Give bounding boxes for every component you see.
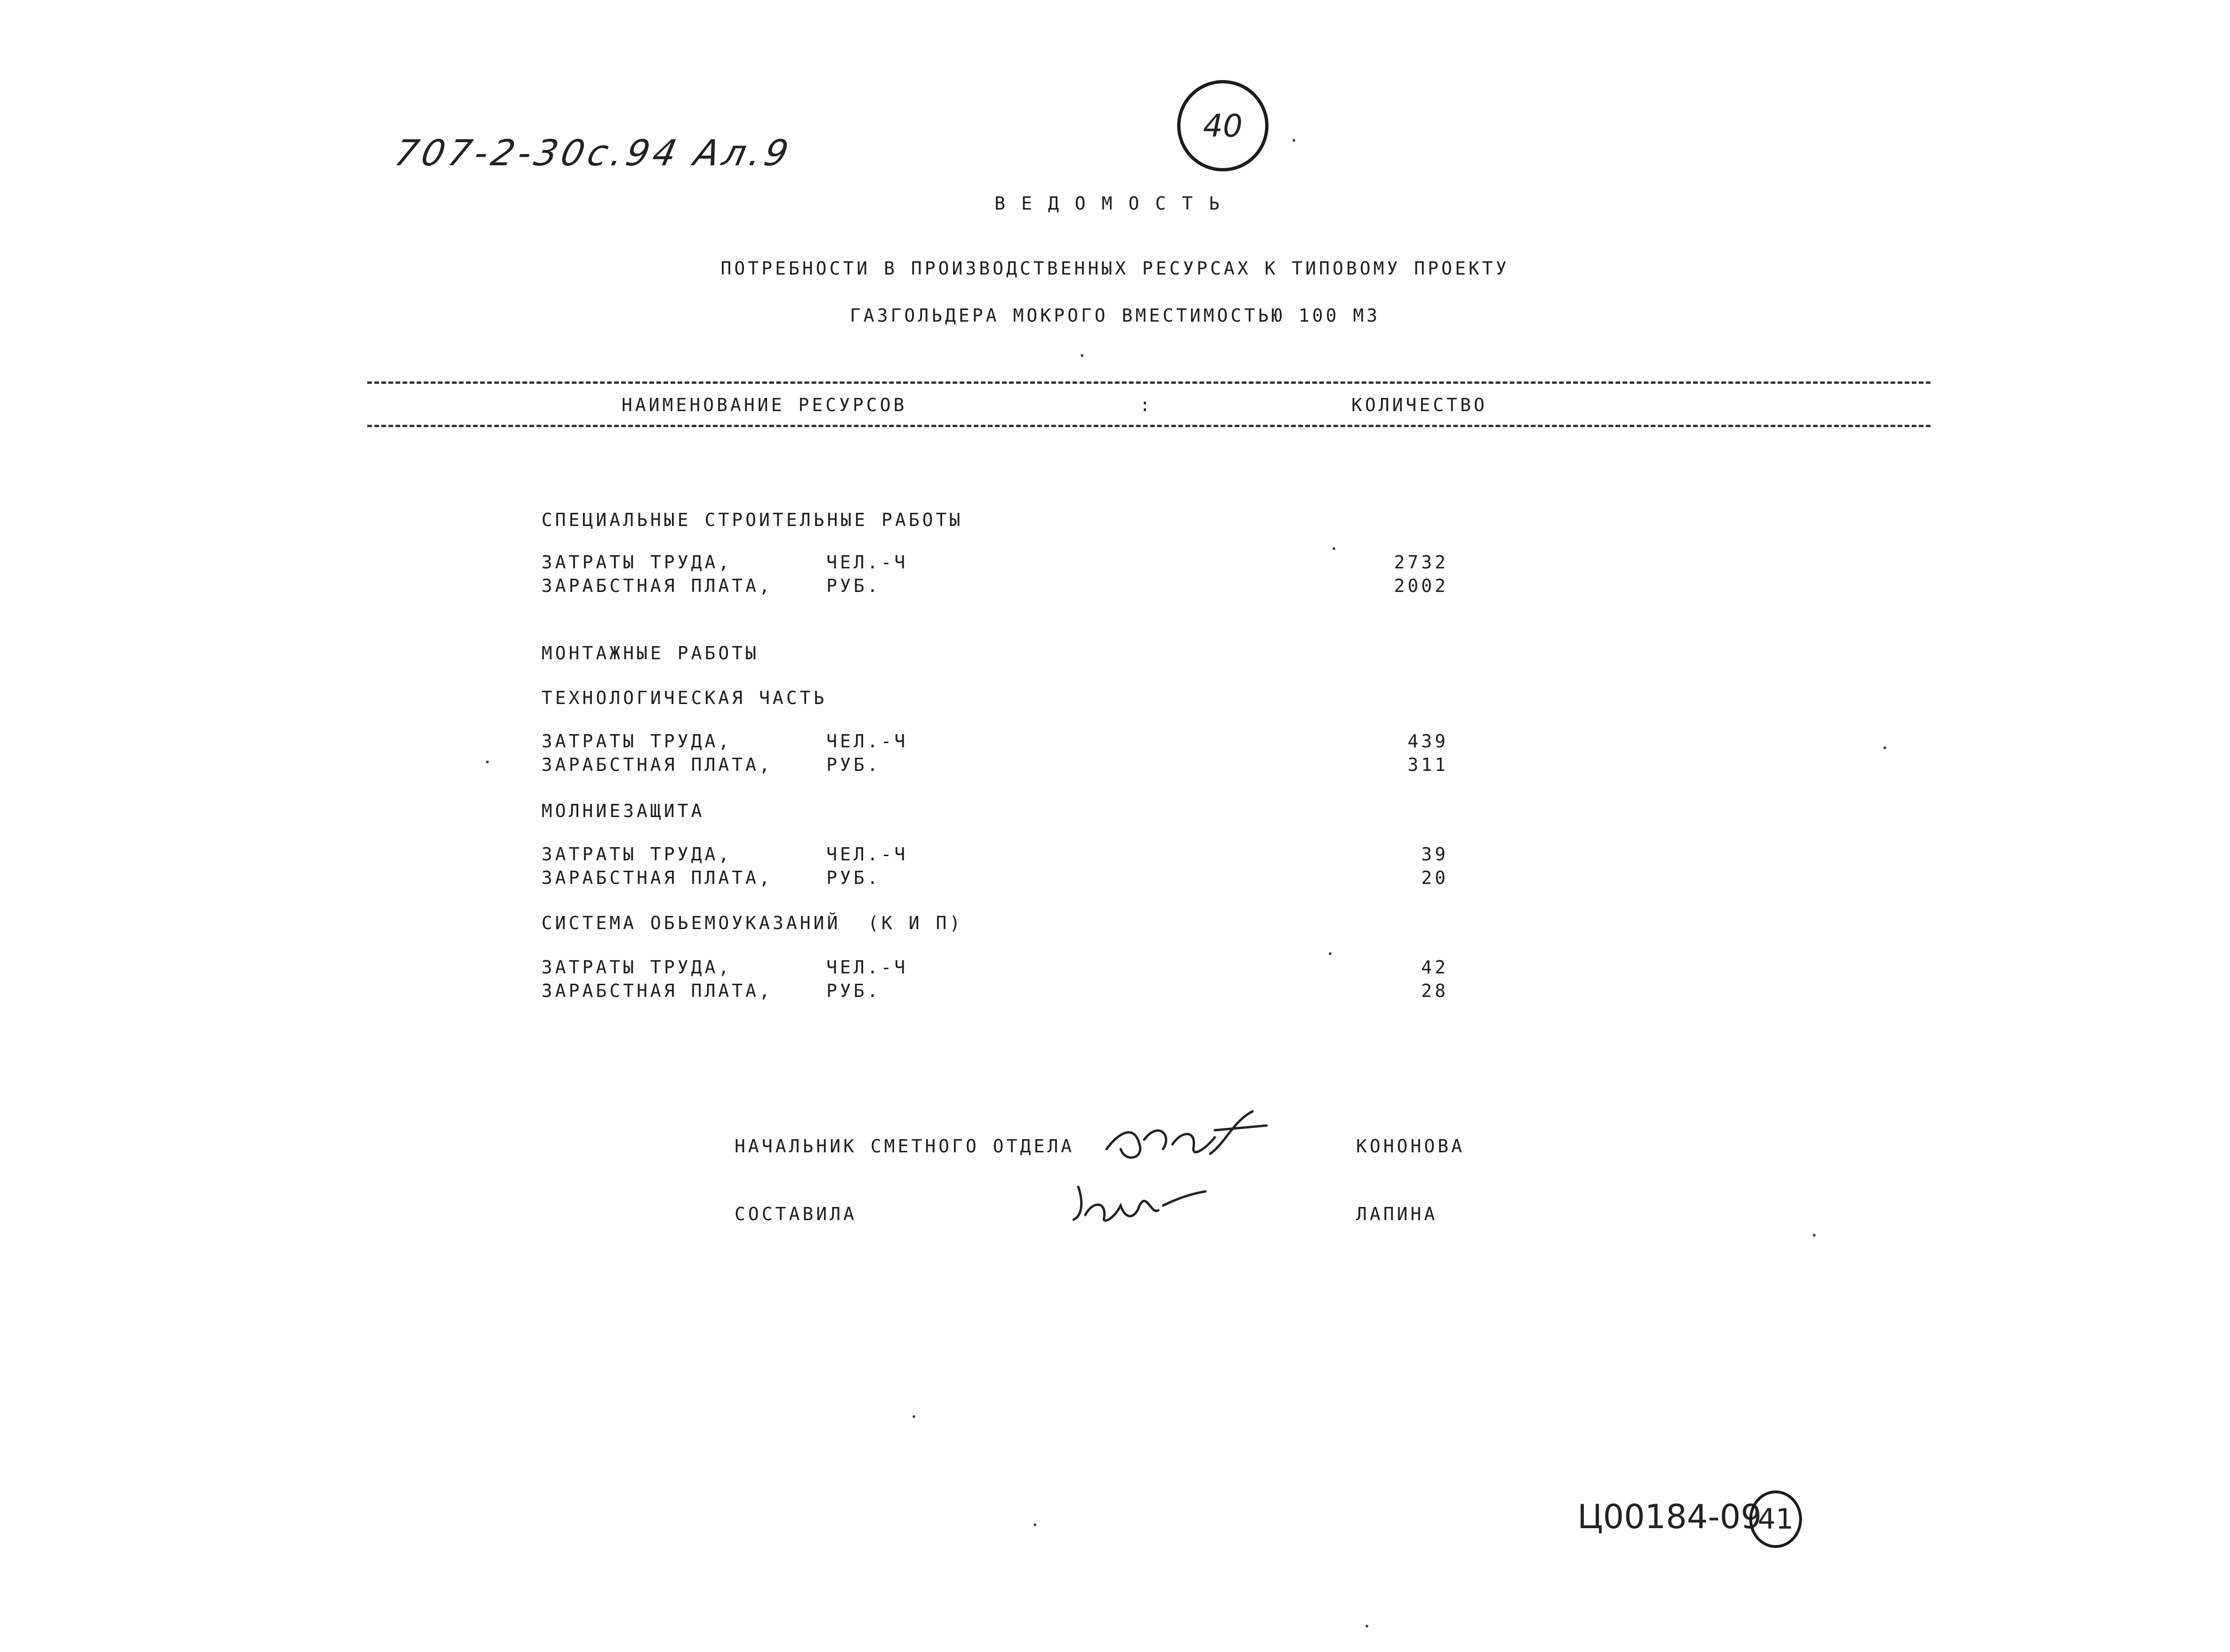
scan-speck <box>1333 547 1335 550</box>
row-label: ЗАРАБСТНАЯ ПЛАТА, <box>541 867 773 888</box>
table-header-rule <box>367 425 1931 427</box>
row-value: 20 <box>1421 867 1448 888</box>
scan-speck <box>1034 1523 1036 1526</box>
column-header-name: НАИМЕНОВАНИЕ РЕСУРСОВ <box>622 395 907 415</box>
section-technological-part: ТЕХНОЛОГИЧЕСКАЯ ЧАСТЬ <box>541 688 827 708</box>
document-subtitle-2: ГАЗГОЛЬДЕРА МОКРОГО ВМЕСТИМОСТЬЮ 100 М3 <box>849 305 1381 326</box>
row-value: 42 <box>1421 957 1448 978</box>
page-number: 40 <box>1203 107 1243 144</box>
signatory-compiled-name: ЛАПИНА <box>1356 1204 1438 1224</box>
column-header-separator: : <box>1139 395 1153 415</box>
row-unit: ЧЕЛ.-Ч <box>826 844 908 865</box>
signatory-compiled-title: СОСТАВИЛА <box>735 1204 857 1224</box>
row-label: ЗАТРАТЫ ТРУДА, <box>541 552 732 573</box>
document-title: ВЕДОМОСТЬ <box>994 193 1236 214</box>
column-header-quantity: КОЛИЧЕСТВО <box>1351 395 1487 415</box>
row-label: ЗАТРАТЫ ТРУДА, <box>541 844 732 865</box>
sheet-number-stamp <box>1749 1490 1802 1548</box>
section-lightning-protection: МОЛНИЕЗАЩИТА <box>541 801 705 821</box>
row-label: ЗАРАБСТНАЯ ПЛАТА, <box>541 980 773 1001</box>
row-unit: РУБ. <box>826 575 881 596</box>
row-unit: ЧЕЛ.-Ч <box>826 731 908 752</box>
row-value: 311 <box>1407 754 1448 775</box>
head-signature <box>1092 1093 1271 1177</box>
row-value: 439 <box>1407 731 1448 752</box>
archive-code: Ц00184-09 <box>1577 1498 1762 1536</box>
scan-speck <box>913 1415 915 1418</box>
row-label: ЗАРАБСТНАЯ ПЛАТА, <box>541 754 773 775</box>
scan-speck <box>1365 1625 1368 1628</box>
section-mounting-works: МОНТАЖНЫЕ РАБОТЫ <box>541 643 759 664</box>
row-label: ЗАТРАТЫ ТРУДА, <box>541 731 732 752</box>
scan-speck <box>1329 952 1332 955</box>
scan-speck <box>1081 354 1083 357</box>
document-subtitle-1: ПОТРЕБНОСТИ В ПРОИЗВОДСТВЕННЫХ РЕСУРСАХ К ТИПОВОМУ ПРОЕКТУ <box>720 258 1510 279</box>
section-special-works: СПЕЦИАЛЬНЫЕ СТРОИТЕЛЬНЫЕ РАБОТЫ <box>541 510 963 530</box>
row-value: 2732 <box>1394 552 1448 573</box>
row-unit: РУБ. <box>826 867 881 888</box>
compiled-signature <box>1069 1173 1210 1234</box>
row-unit: РУБ. <box>826 754 881 775</box>
row-label: ЗАТРАТЫ ТРУДА, <box>541 957 732 978</box>
scan-speck <box>1813 1234 1816 1237</box>
table-top-rule <box>367 381 1931 384</box>
section-volume-indication-system: СИСТЕМА ОБЬЕМОУКАЗАНИЙ (К И П) <box>541 913 963 933</box>
scan-speck <box>486 761 489 763</box>
sheet-number: 41 <box>1757 1503 1794 1536</box>
scan-speck <box>1883 746 1886 749</box>
signatory-head-name: КОНОНОВА <box>1356 1136 1465 1157</box>
row-value: 28 <box>1421 980 1448 1001</box>
page-number-stamp <box>1177 80 1269 171</box>
row-value: 2002 <box>1394 575 1448 596</box>
row-unit: ЧЕЛ.-Ч <box>826 552 908 573</box>
document-code: 707-2-30с.94 Ал.9 <box>391 132 796 174</box>
row-label: ЗАРАБСТНАЯ ПЛАТА, <box>541 575 773 596</box>
scan-speck <box>1293 139 1295 142</box>
row-unit: РУБ. <box>826 980 881 1001</box>
signatory-head-title: НАЧАЛЬНИК СМЕТНОГО ОТДЕЛА <box>735 1136 1075 1157</box>
row-value: 39 <box>1421 844 1448 865</box>
row-unit: ЧЕЛ.-Ч <box>826 957 908 978</box>
